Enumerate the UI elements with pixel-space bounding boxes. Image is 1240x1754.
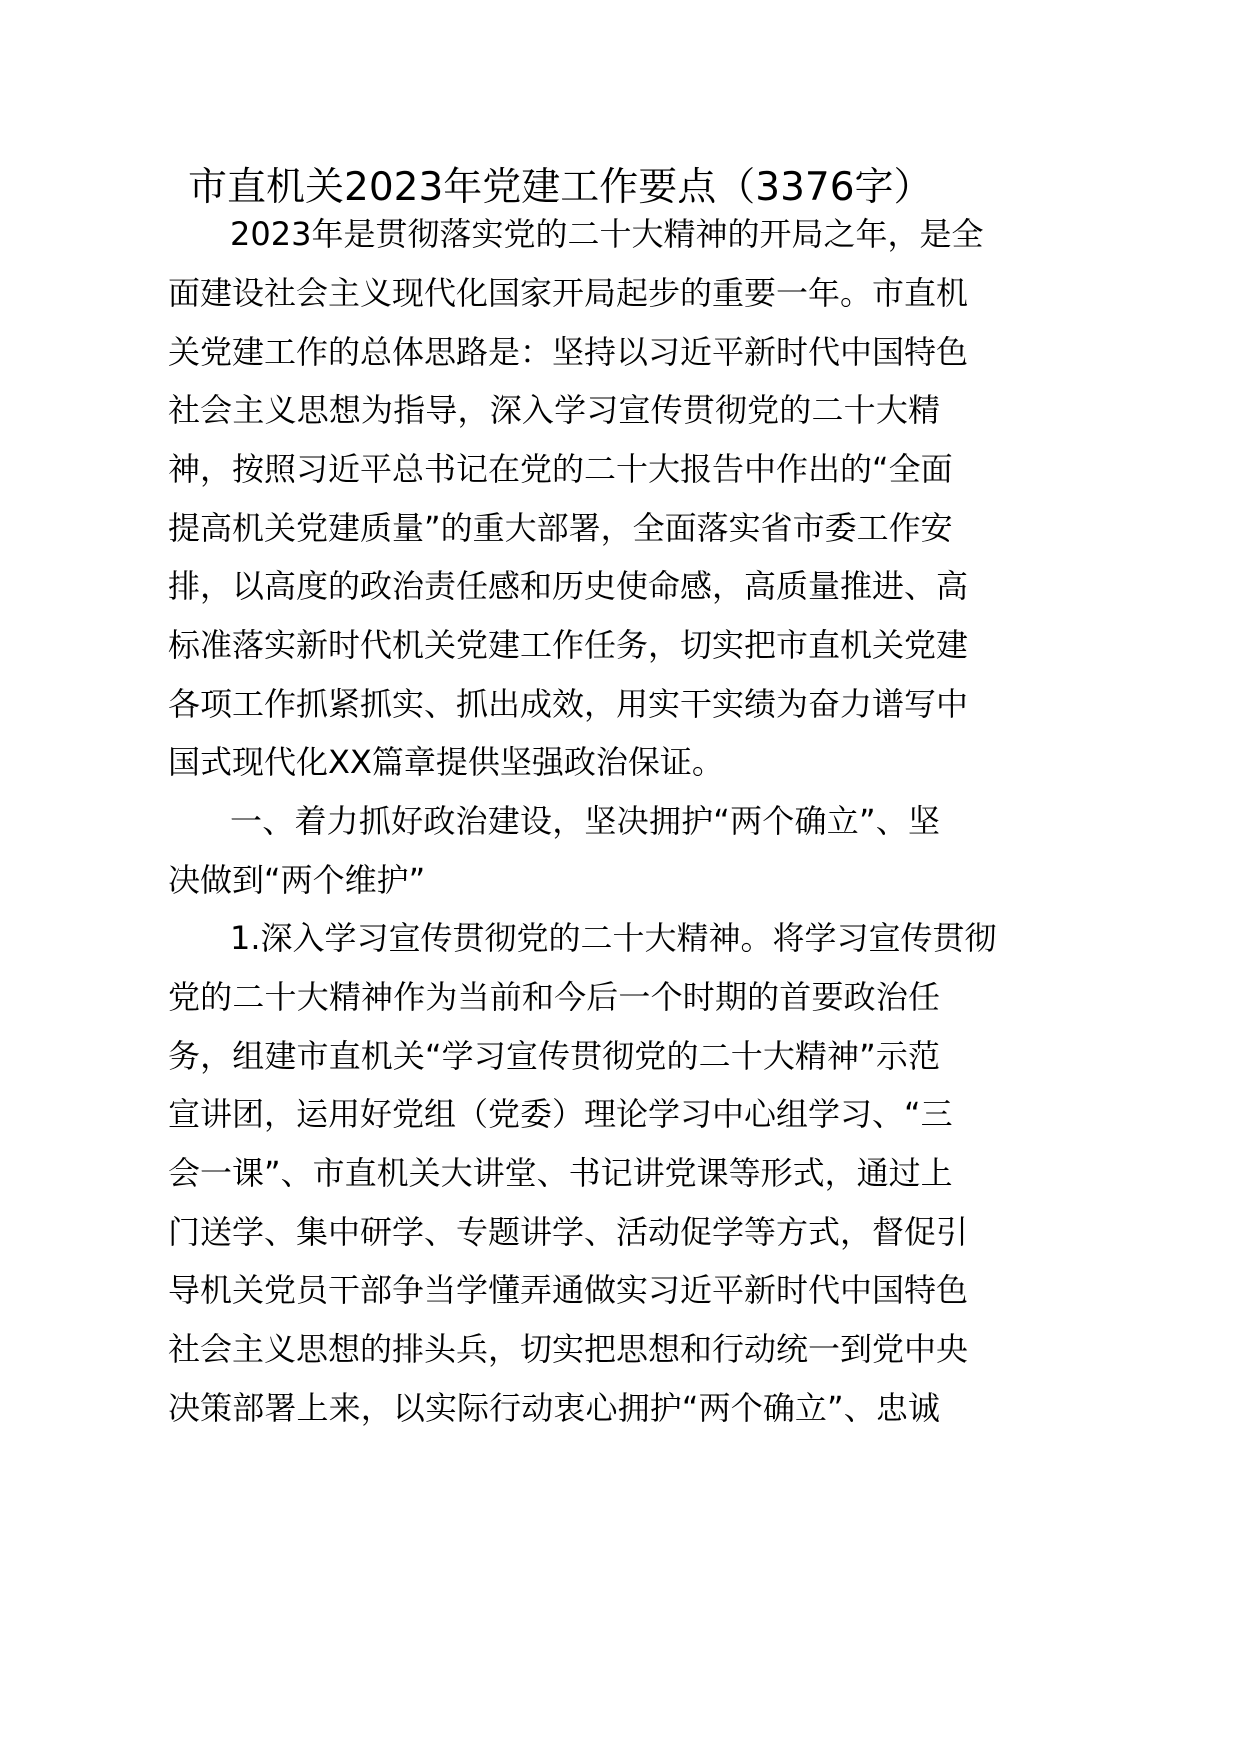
body-line: 各项工作抓紧抓实、抓出成效，用实干实绩为奋力谱写中 xyxy=(168,685,969,723)
body-line: 标准落实新时代机关党建工作任务，切实把市直机关党建 xyxy=(168,626,969,664)
section-heading-line: 一、着力抓好政治建设，坚决拥护“两个确立”、坚 xyxy=(230,802,940,840)
body-line: 社会主义思想的排头兵，切实把思想和行动统一到党中央 xyxy=(168,1330,969,1368)
body-line: 社会主义思想为指导，深入学习宣传贯彻党的二十大精 xyxy=(168,391,940,429)
body-line: 提高机关党建质量”的重大部署，全面落实省市委工作安 xyxy=(168,509,953,547)
section-heading-line: 决做到“两个维护” xyxy=(168,861,426,899)
body-line: 党的二十大精神作为当前和今后一个时期的首要政治任 xyxy=(168,978,940,1016)
body-line: 决策部署上来，以实际行动衷心拥护“两个确立”、忠诚 xyxy=(168,1389,940,1427)
body-line: 关党建工作的总体思路是：坚持以习近平新时代中国特色 xyxy=(168,333,969,371)
document-title: 市直机关2023年党建工作要点（3376字） xyxy=(188,165,933,210)
body-line: 宣讲团，运用好党组（党委）理论学习中心组学习、“三 xyxy=(168,1095,953,1133)
body-line: 2023年是贯彻落实党的二十大精神的开局之年，是全 xyxy=(230,215,984,253)
body-line: 务，组建市直机关“学习宣传贯彻党的二十大精神”示范 xyxy=(168,1037,940,1075)
body-line: 国式现代化XX篇章提供坚强政治保证。 xyxy=(168,743,724,781)
body-line: 门送学、集中研学、专题讲学、活动促学等方式，督促引 xyxy=(168,1213,969,1251)
body-line: 1.深入学习宣传贯彻党的二十大精神。将学习宣传贯彻 xyxy=(230,919,997,957)
body-line: 面建设社会主义现代化国家开局起步的重要一年。市直机 xyxy=(168,274,969,312)
body-line: 神，按照习近平总书记在党的二十大报告中作出的“全面 xyxy=(168,450,953,488)
body-line: 排，以高度的政治责任感和历史使命感，高质量推进、高 xyxy=(168,567,969,605)
body-line: 会一课”、市直机关大讲堂、书记讲党课等形式，通过上 xyxy=(168,1154,953,1192)
body-line: 导机关党员干部争当学懂弄通做实习近平新时代中国特色 xyxy=(168,1271,969,1309)
